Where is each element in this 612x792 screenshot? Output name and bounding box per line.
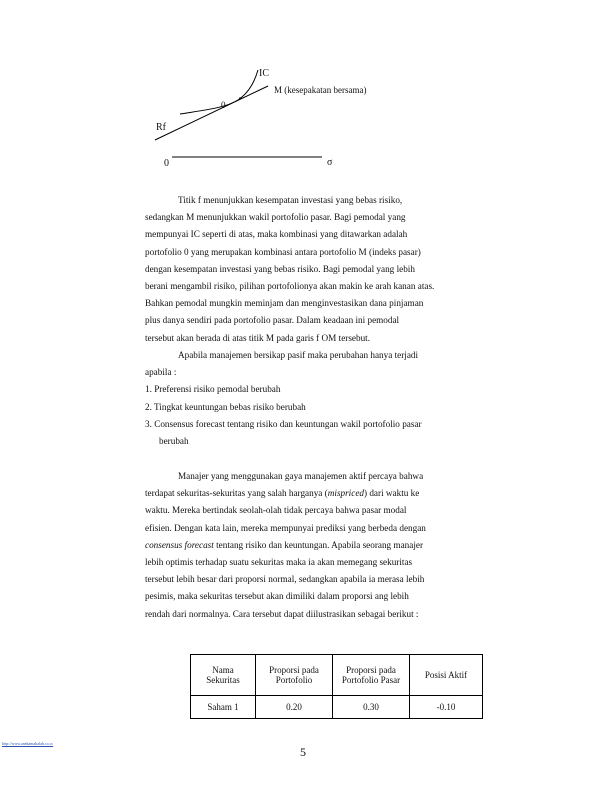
header-posisi-aktif: Posisi Aktif bbox=[410, 655, 483, 696]
text-line bbox=[145, 485, 475, 502]
text-line: Manajer yang menggunakan gaya manajemen aktif percaya bahwa bbox=[178, 471, 424, 481]
list-item-continuation: berubah bbox=[159, 436, 189, 447]
securities-table bbox=[190, 654, 483, 719]
text-line: sedangkan M menunjukkan wakil portofolio pasar. Bagi pemodal yang bbox=[145, 212, 406, 223]
table-row bbox=[191, 696, 483, 719]
sigma-label: σ bbox=[327, 157, 333, 168]
text-line bbox=[145, 537, 475, 554]
text-line: Titik f menunjukkan kesempatan investasi yang bebas risiko, bbox=[178, 195, 403, 205]
text-line: Apabila manajemen bersikap pasif maka perubahan hanya terjadi bbox=[178, 350, 419, 360]
emphasis-consensus-forecast: consensus forecast bbox=[145, 539, 214, 550]
text-line: dengan kesempatan investasi yang bebas risiko. Bagi pemodal yang lebih bbox=[145, 263, 415, 274]
m-label: M (kesepakatan bersama) bbox=[274, 85, 367, 95]
paragraph-3 bbox=[145, 468, 475, 623]
text-segment: terdapat sekuritas-sekuritas yang salah harganya ( bbox=[145, 488, 328, 499]
text-line: efisien. Dengan kata lain, mereka mempunyai prediksi yang berbeda dengan bbox=[145, 522, 426, 533]
text-line: rendah dari normalnya. Cara tersebut dapat diilustrasikan sebagai berikut : bbox=[145, 608, 419, 619]
point-o-label: 0 bbox=[221, 100, 226, 110]
text-line: berani mengambil risiko, pilihan portofolionya akan makin ke arah kanan atas. bbox=[145, 281, 435, 292]
list-item: 1. Preferensi risiko pemodal berubah bbox=[145, 384, 281, 395]
indifference-curve bbox=[180, 70, 258, 114]
list-item: 3. Consensus forecast tentang risiko dan keuntungan wakil portofolio pasar bbox=[145, 418, 422, 429]
text-line: pesimis, maka sekuritas tersebut akan dimiliki dalam proporsi ang lebih bbox=[145, 591, 409, 602]
cell-proporsi-portofolio: 0.20 bbox=[256, 696, 333, 719]
paragraph-1 bbox=[145, 192, 475, 347]
text-line: lebih optimis terhadap suatu sekuritas maka ia akan memegang sekuritas bbox=[145, 557, 413, 568]
table-header-row bbox=[191, 655, 483, 696]
origin-label: 0 bbox=[164, 158, 169, 169]
ic-label: IC bbox=[259, 68, 269, 79]
rf-label: Rf bbox=[156, 122, 166, 133]
text-line: Bahkan pemodal mungkin meminjam dan menginvestasikan dana pinjaman bbox=[145, 298, 424, 309]
header-proporsi-pasar: Proporsi pada Portofolio Pasar bbox=[333, 655, 410, 696]
emphasis-mispriced: mispriced bbox=[327, 488, 364, 499]
point-m bbox=[239, 97, 241, 99]
cell-proporsi-pasar: 0.30 bbox=[333, 696, 410, 719]
text-line: tersebut lebih besar dari proporsi normal, sedangkan apabila ia merasa lebih bbox=[145, 574, 425, 585]
paragraph-2 bbox=[145, 347, 475, 450]
text-segment: tentang risiko dan keuntungan. Apabila seorang manajer bbox=[213, 539, 424, 550]
text-line: portofolio 0 yang merupakan kombinasi antara portofolio M (indeks pasar) bbox=[145, 246, 421, 257]
header-proporsi-portofolio: Proporsi pada Portofolio bbox=[256, 655, 333, 696]
cell-sekuritas: Saham 1 bbox=[191, 696, 256, 719]
cell-posisi-aktif: -0.10 bbox=[410, 696, 483, 719]
text-line: mempunyai IC seperti di atas, maka kombinasi yang ditawarkan adalah bbox=[145, 229, 408, 240]
text-line: tersebut akan berada di atas titik M pada garis f OM tersebut. bbox=[145, 332, 371, 343]
text-line: plus danya sendiri pada portofolio pasar. Dalam keadaan ini pemodal bbox=[145, 315, 400, 326]
text-segment: ) dari waktu ke bbox=[363, 488, 420, 499]
text-line: waktu. Mereka bertindak seolah-olah tidak percaya bahwa pasar modal bbox=[145, 505, 407, 516]
list-item: 2. Tingkat keuntungan bebas risiko berubah bbox=[145, 401, 306, 412]
text-line: apabila : bbox=[145, 367, 177, 378]
header-nama-sekuritas: Nama Sekuritas bbox=[191, 655, 256, 696]
capital-market-line bbox=[155, 86, 268, 140]
page-number: 5 bbox=[300, 745, 306, 759]
footer-link[interactable]: http://www.anekamakalah.co.cc bbox=[2, 741, 54, 746]
